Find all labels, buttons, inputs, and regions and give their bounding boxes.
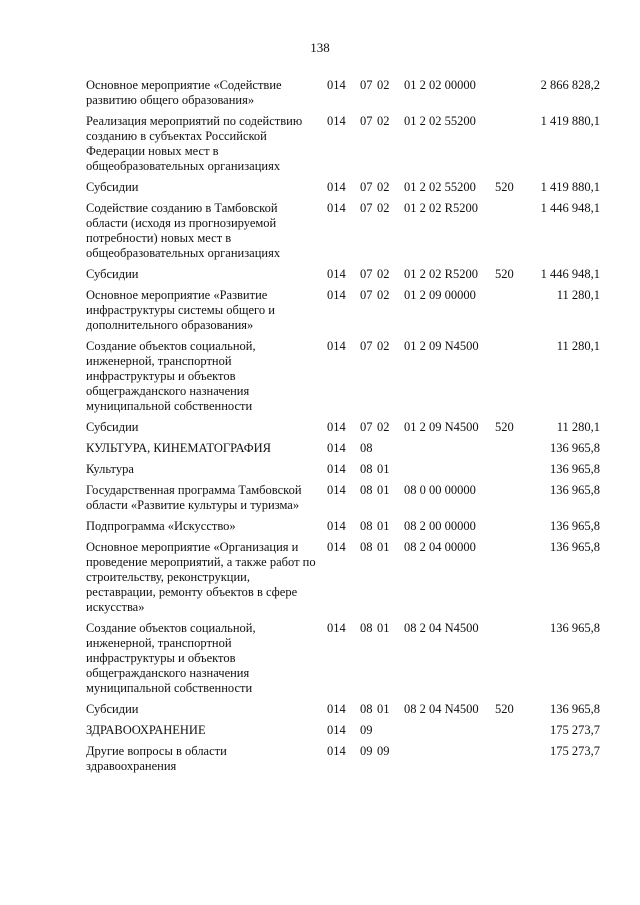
row-name: Подпрограмма «Искусство» <box>86 519 236 533</box>
table-row <box>86 702 606 717</box>
row-name: Культура <box>86 462 134 476</box>
table-row <box>86 339 606 414</box>
row-amount: 136 965,8 <box>550 483 600 497</box>
table-row <box>86 201 606 261</box>
budget-table <box>86 78 606 780</box>
row-amount: 2 866 828,2 <box>540 78 600 92</box>
row-section-code: 09 <box>360 744 373 758</box>
row-ved-code: 014 <box>327 420 346 434</box>
table-row <box>86 723 606 738</box>
row-target-code: 08 2 04 N4500 <box>404 621 479 635</box>
row-name: Субсидии <box>86 267 139 281</box>
table-row <box>86 462 606 477</box>
row-subsection-code: 01 <box>377 519 390 533</box>
row-subsection-code: 02 <box>377 180 390 194</box>
row-name: Основное мероприятие «Организация и проведение мероприятий, а также работ по строительству, реконструкции, реставрации, ремонту объектов в сфере искусства» <box>86 540 316 614</box>
row-subsection-code: 02 <box>377 288 390 302</box>
row-section-code: 07 <box>360 267 373 281</box>
row-target-code: 01 2 02 R5200 <box>404 201 478 215</box>
row-section-code: 07 <box>360 339 373 353</box>
row-name: Другие вопросы в области здравоохранения <box>86 744 227 773</box>
row-section-code: 08 <box>360 519 373 533</box>
row-ved-code: 014 <box>327 180 346 194</box>
table-row <box>86 78 606 108</box>
row-section-code: 08 <box>360 540 373 554</box>
row-section-code: 07 <box>360 114 373 128</box>
row-target-code: 01 2 09 N4500 <box>404 339 479 353</box>
row-section-code: 08 <box>360 702 373 716</box>
row-name: Основное мероприятие «Содействие развитию общего образования» <box>86 78 282 107</box>
row-ved-code: 014 <box>327 462 346 476</box>
row-amount: 136 965,8 <box>550 441 600 455</box>
row-amount: 175 273,7 <box>550 744 600 758</box>
row-ved-code: 014 <box>327 702 346 716</box>
table-row <box>86 744 606 774</box>
table-row <box>86 267 606 282</box>
row-amount: 1 446 948,1 <box>540 201 600 215</box>
row-subsection-code: 01 <box>377 540 390 554</box>
row-section-code: 08 <box>360 441 373 455</box>
table-row <box>86 621 606 696</box>
row-subsection-code: 02 <box>377 267 390 281</box>
row-target-code: 08 2 04 N4500 <box>404 702 479 716</box>
row-target-code: 01 2 09 N4500 <box>404 420 479 434</box>
table-row <box>86 420 606 435</box>
row-subsection-code: 02 <box>377 114 390 128</box>
row-ved-code: 014 <box>327 339 346 353</box>
row-name: Создание объектов социальной, инженерной, транспортной инфраструктуры и объектов общегражданского назначения муниципальной собственности <box>86 621 256 695</box>
row-subsection-code: 01 <box>377 621 390 635</box>
row-ved-code: 014 <box>327 483 346 497</box>
row-target-code: 01 2 02 R5200 <box>404 267 478 281</box>
row-name: Создание объектов социальной, инженерной, транспортной инфраструктуры и объектов общегражданского назначения муниципальной собственности <box>86 339 256 413</box>
row-section-code: 07 <box>360 288 373 302</box>
row-name: Субсидии <box>86 420 139 434</box>
row-ved-code: 014 <box>327 723 346 737</box>
row-ved-code: 014 <box>327 114 346 128</box>
table-row <box>86 519 606 534</box>
row-section-code: 08 <box>360 483 373 497</box>
row-amount: 175 273,7 <box>550 723 600 737</box>
row-name: Содействие созданию в Тамбовской области (исходя из прогнозируемой потребности) новых мест в общеобразовательных организациях <box>86 201 281 260</box>
row-target-code: 01 2 02 00000 <box>404 78 476 92</box>
table-row <box>86 441 606 456</box>
row-ved-code: 014 <box>327 267 346 281</box>
row-subsection-code: 01 <box>377 462 390 476</box>
row-expense-type-code: 520 <box>495 420 514 434</box>
row-name: Государственная программа Тамбовской области «Развитие культуры и туризма» <box>86 483 302 512</box>
table-row <box>86 114 606 174</box>
table-row <box>86 288 606 333</box>
row-amount: 136 965,8 <box>550 519 600 533</box>
row-name: Основное мероприятие «Развитие инфраструктуры системы общего и дополнительного образования» <box>86 288 275 332</box>
row-subsection-code: 09 <box>377 744 390 758</box>
row-section-code: 07 <box>360 78 373 92</box>
row-amount: 1 419 880,1 <box>540 114 600 128</box>
row-section-code: 07 <box>360 201 373 215</box>
row-subsection-code: 02 <box>377 78 390 92</box>
row-amount: 136 965,8 <box>550 621 600 635</box>
row-target-code: 08 2 04 00000 <box>404 540 476 554</box>
row-ved-code: 014 <box>327 441 346 455</box>
row-ved-code: 014 <box>327 519 346 533</box>
row-target-code: 01 2 02 55200 <box>404 114 476 128</box>
row-amount: 1 446 948,1 <box>540 267 600 281</box>
row-name: КУЛЬТУРА, КИНЕМАТОГРАФИЯ <box>86 441 271 455</box>
row-name: Реализация мероприятий по содействию созданию в субъектах Российской Федерации новых мест в общеобразовательных организациях <box>86 114 303 173</box>
table-row <box>86 483 606 513</box>
row-expense-type-code: 520 <box>495 702 514 716</box>
row-name: ЗДРАВООХРАНЕНИЕ <box>86 723 206 737</box>
row-ved-code: 014 <box>327 744 346 758</box>
row-name: Субсидии <box>86 702 139 716</box>
row-amount: 136 965,8 <box>550 540 600 554</box>
row-target-code: 01 2 09 00000 <box>404 288 476 302</box>
table-row <box>86 540 606 615</box>
row-section-code: 08 <box>360 621 373 635</box>
row-subsection-code: 01 <box>377 483 390 497</box>
row-target-code: 08 0 00 00000 <box>404 483 476 497</box>
row-amount: 11 280,1 <box>556 288 600 302</box>
row-expense-type-code: 520 <box>495 180 514 194</box>
row-subsection-code: 02 <box>377 420 390 434</box>
row-ved-code: 014 <box>327 621 346 635</box>
row-amount: 11 280,1 <box>556 339 600 353</box>
row-ved-code: 014 <box>327 78 346 92</box>
page-number: 138 <box>310 40 330 55</box>
row-subsection-code: 02 <box>377 339 390 353</box>
row-subsection-code: 02 <box>377 201 390 215</box>
row-section-code: 07 <box>360 420 373 434</box>
row-section-code: 08 <box>360 462 373 476</box>
row-ved-code: 014 <box>327 540 346 554</box>
table-row <box>86 180 606 195</box>
row-name: Субсидии <box>86 180 139 194</box>
row-subsection-code: 01 <box>377 702 390 716</box>
row-amount: 136 965,8 <box>550 462 600 476</box>
row-section-code: 07 <box>360 180 373 194</box>
row-amount: 136 965,8 <box>550 702 600 716</box>
row-ved-code: 014 <box>327 288 346 302</box>
row-target-code: 08 2 00 00000 <box>404 519 476 533</box>
row-section-code: 09 <box>360 723 373 737</box>
row-ved-code: 014 <box>327 201 346 215</box>
row-expense-type-code: 520 <box>495 267 514 281</box>
row-target-code: 01 2 02 55200 <box>404 180 476 194</box>
row-amount: 11 280,1 <box>556 420 600 434</box>
row-amount: 1 419 880,1 <box>540 180 600 194</box>
